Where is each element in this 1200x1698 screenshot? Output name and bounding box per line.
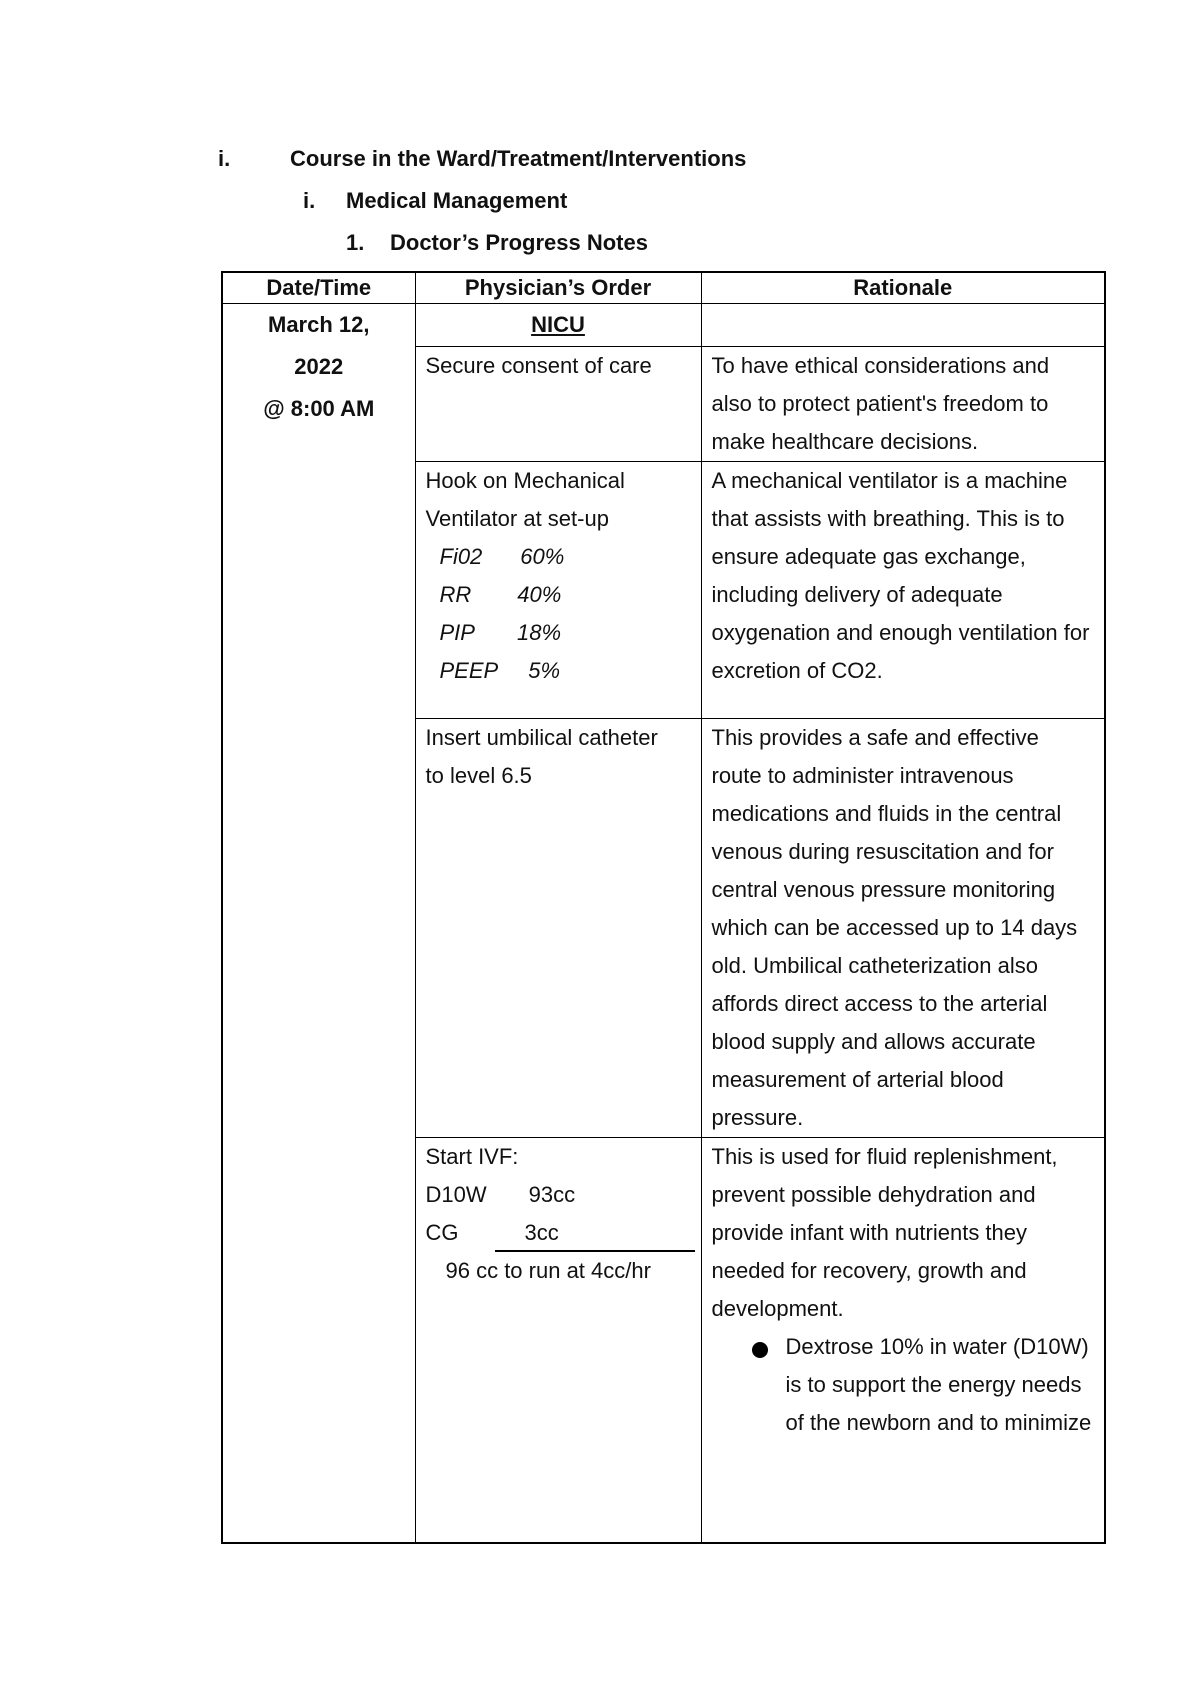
heading-level1-text: Course in the Ward/Treatment/Interventions (290, 146, 747, 171)
date-line2: 2022 (294, 354, 344, 379)
header-date: Date/Time (222, 272, 415, 304)
order-cell (415, 347, 701, 462)
order-cell (415, 462, 701, 719)
heading-level3-marker: 1. (346, 230, 365, 255)
vent-setting-value: 18% (516, 620, 562, 645)
order-line: Insert umbilical catheter (425, 725, 658, 750)
rationale-text: This is used for fluid replenishment, prevent possible dehydration and provide infant with nutrients they needed for recovery, growth and development. (711, 1144, 1058, 1321)
order-line: Secure consent of care (425, 353, 652, 378)
vent-setting (426, 576, 691, 614)
ivf-item (426, 1214, 691, 1252)
vent-setting-value: 5% (528, 658, 560, 683)
nicu-row (222, 304, 1105, 347)
header-order: Physician’s Order (415, 272, 701, 304)
ivf-title: Start IVF: (425, 1144, 519, 1169)
heading-level2-text: Medical Management (346, 188, 568, 213)
header-rationale: Rationale (701, 272, 1105, 304)
rationale-cell: To have ethical considerations and also to protect patient's freedom to make healthcare decisions. (701, 347, 1105, 462)
ivf-total: 96 cc to run at 4cc/hr (445, 1258, 651, 1283)
heading-level1-marker: i. (218, 146, 231, 171)
section-label: NICU (415, 304, 701, 347)
ivf-item-value: 93cc (528, 1182, 576, 1207)
rationale-cell: A mechanical ventilator is a machine that assists with breathing. This is to ensure adequate gas exchange, including delivery of adequate oxygenation and enough ventilation for excretion of CO2. (701, 462, 1105, 719)
vent-setting-label: PIP (439, 620, 475, 645)
ivf-item-value: 3cc (495, 1216, 695, 1252)
rationale-cell: This provides a safe and effective route to administer intravenous medications and fluids in the central venous during resuscitation and for central venous pressure monitoring which can be accessed up to 14 days old. Umbilical catheterization also affords direct access to the arterial blood supply and allows accurate measurement of arterial blood pressure. (701, 719, 1105, 1138)
order-line: to level 6.5 (425, 763, 532, 788)
order-line: Ventilator at set-up (425, 506, 609, 531)
ivf-item-label: D10W (425, 1182, 487, 1207)
rationale-bullet-text: Dextrose 10% in water (D10W) is to support the energy needs of the newborn and to minimize (785, 1334, 1092, 1435)
progress-notes-table (221, 271, 1106, 1544)
ivf-item-label: CG (425, 1220, 459, 1245)
vent-setting (426, 538, 691, 576)
ivf-item (426, 1176, 691, 1214)
vent-setting-label: RR (439, 582, 472, 607)
vent-setting-label: Fi02 (439, 544, 483, 569)
vent-setting (426, 614, 691, 652)
heading-level3-text: Doctor’s Progress Notes (390, 230, 648, 255)
vent-setting-value: 40% (517, 582, 562, 607)
vent-setting (426, 652, 691, 690)
bullet-icon (752, 1342, 768, 1358)
date-line1: March 12, (268, 312, 370, 337)
vent-setting-label: PEEP (439, 658, 499, 683)
vent-setting-value: 60% (520, 544, 565, 569)
order-cell (415, 719, 701, 1138)
rationale-bullet (712, 1328, 1095, 1442)
rationale-cell (701, 1138, 1105, 1544)
heading-level2-marker: i. (303, 188, 316, 213)
table-header-row (222, 272, 1105, 304)
date-cell (222, 304, 415, 1544)
order-line: Hook on Mechanical (425, 468, 625, 493)
order-cell (415, 1138, 701, 1544)
date-line3: @ 8:00 AM (263, 396, 375, 421)
section-label-spacer (701, 304, 1105, 347)
